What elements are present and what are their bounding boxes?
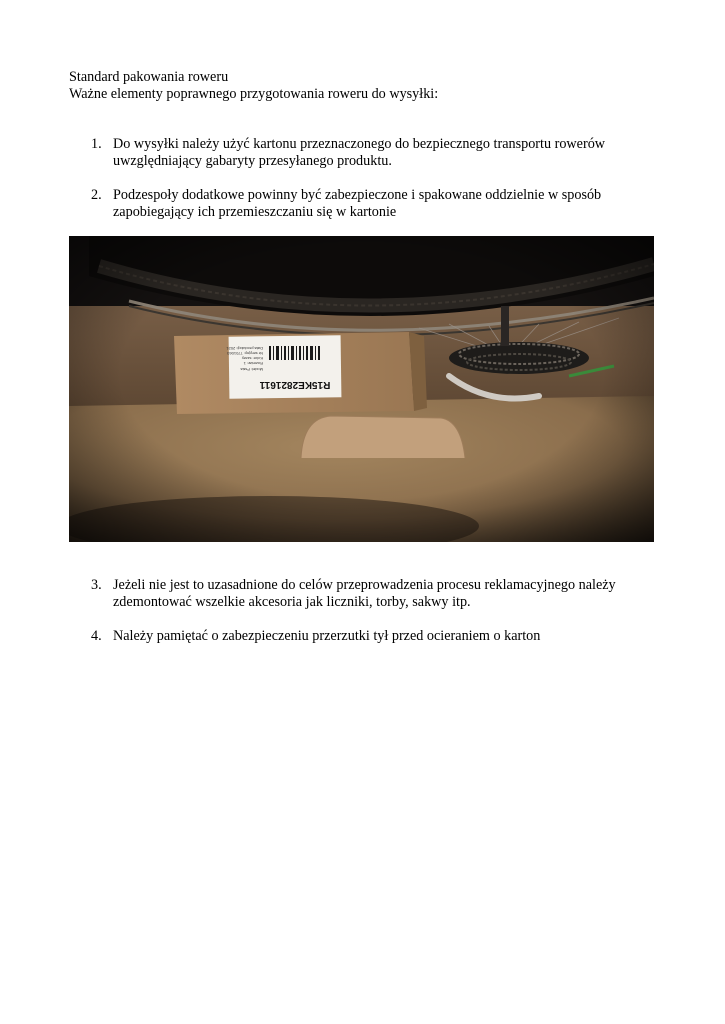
list-item-text: zdemontować wszelkie akcesoria jak liczniki, torby, sakwy itp. <box>113 594 471 610</box>
list-item-text: zapobiegający ich przemieszczaniu się w kartonie <box>113 204 397 220</box>
list-item-number: 1. <box>91 136 102 152</box>
list-item-text: Do wysyłki należy użyć kartonu przeznaczonego do bezpiecznego transportu rowerów <box>113 136 606 152</box>
list-item-number: 3. <box>91 577 102 593</box>
list-item-text: Należy pamiętać o zabezpieczeniu przerzutki tył przed ocieraniem o karton <box>113 628 541 644</box>
list-item-text: Podzespoły dodatkowe powinny być zabezpieczone i spakowane oddzielnie w sposób <box>113 187 602 203</box>
list-item-number: 2. <box>91 187 102 203</box>
bike-packing-photo <box>69 236 654 542</box>
document-title: Standard pakowania roweru <box>69 69 229 85</box>
list-item-text: Jeżeli nie jest to uzasadnione do celów przeprowadzenia procesu reklamacyjnego należy <box>113 577 616 593</box>
document-subtitle: Ważne elementy poprawnego przygotowania roweru do wysyłki: <box>69 86 439 102</box>
list-item-text: uwzględniający gabaryty przesyłanego produktu. <box>113 153 392 169</box>
list-item-number: 4. <box>91 628 102 644</box>
